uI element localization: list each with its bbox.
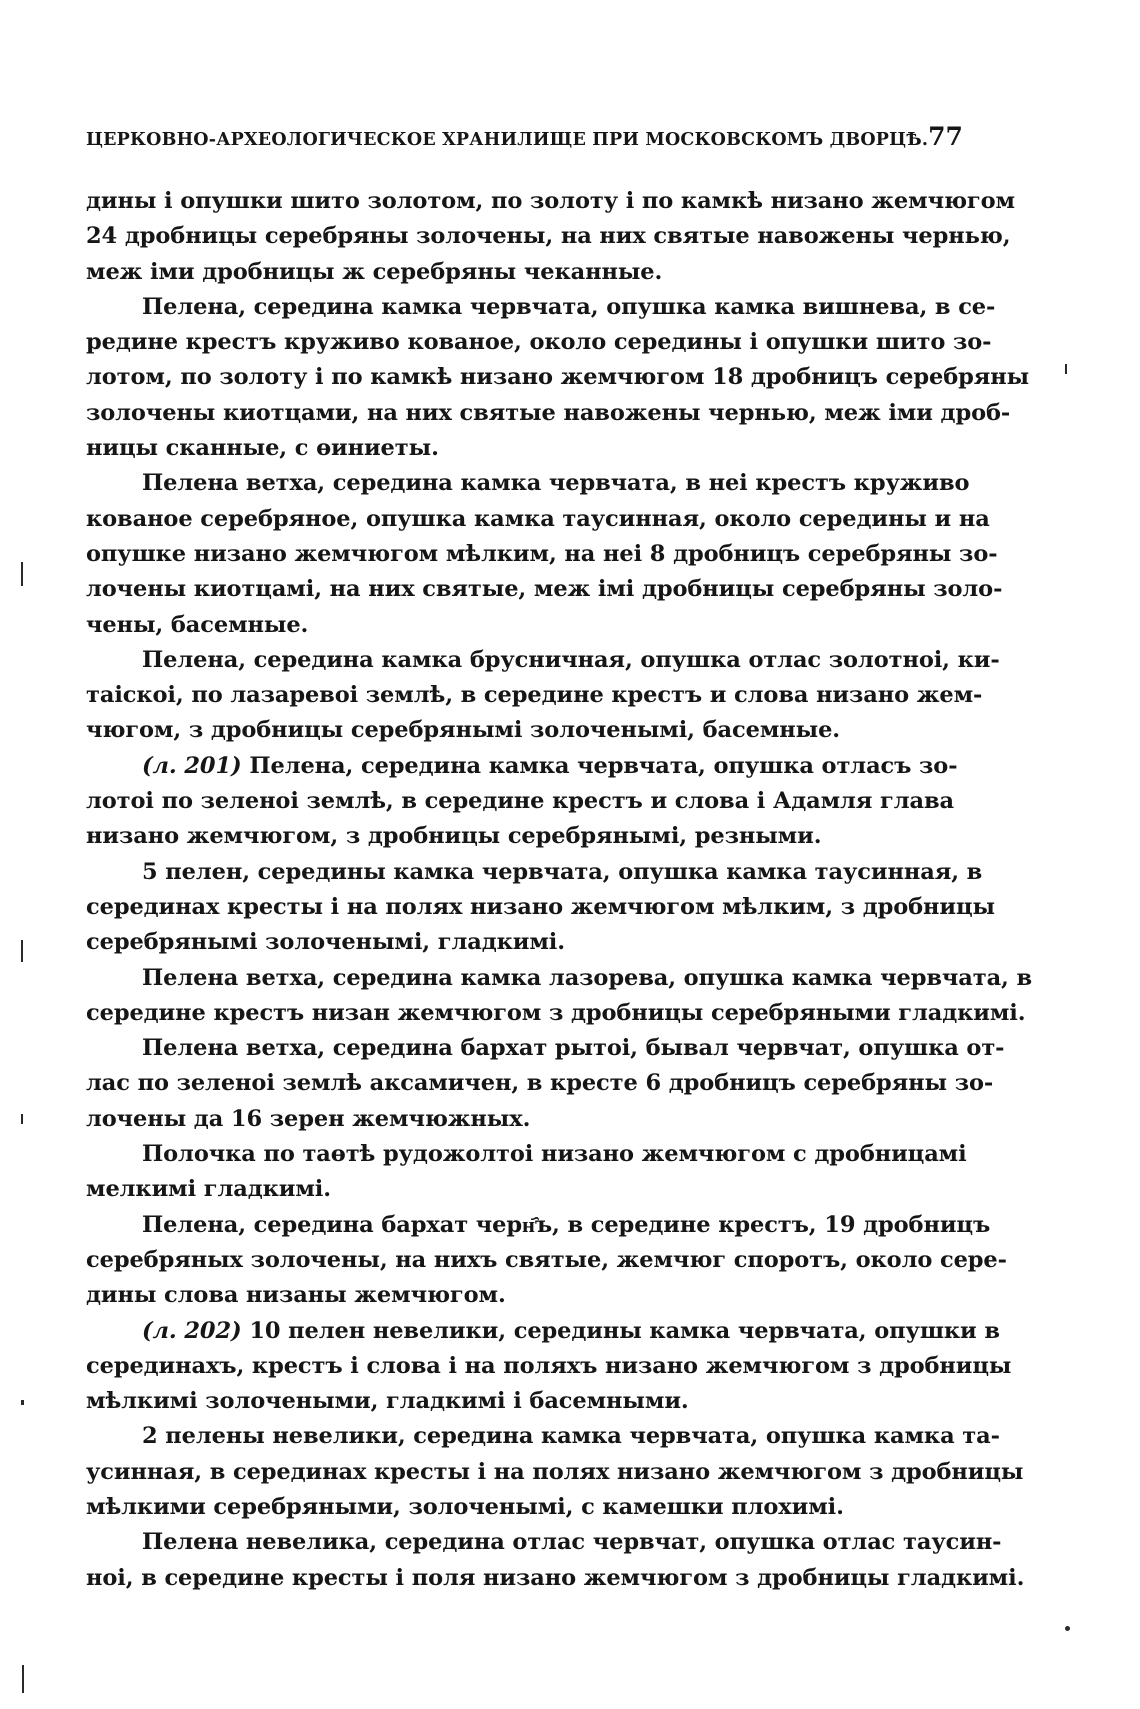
text-line: серединахъ, крестъ і слова і на поляхъ низано жемчюгом з дробницы — [86, 1352, 1012, 1379]
text-line: кованое серебряное, опушка камка таусинная, около середины и на — [86, 505, 990, 532]
text-line: серединах кресты і на полях низано жемчюгом мѣлким, з дробницы — [86, 893, 995, 920]
text-line: лас по зеленоі землѣ аксамичен, в кресте 6 дробницъ серебряны зо- — [86, 1070, 994, 1097]
paragraph-start: 5 пелен, середины камка червчата, опушка камка таусинная, в — [142, 858, 983, 885]
text-line: чюгом, з дробницы серебрянымі золоченымі, басемные. — [86, 717, 841, 744]
text-line: дины і опушки шито золотом, по золоту і по камкѣ низано жемчюгом — [86, 188, 1015, 214]
text-line: низано жемчюгом, з дробницы серебрянымі, резными. — [86, 823, 822, 850]
paragraph-start: Пелена, середина бархат черн҄ъ, в середине крестъ, 19 дробницъ — [142, 1211, 991, 1238]
scan-mark — [21, 1114, 23, 1124]
text-line: 24 дробницы серебряны золочены, на них святые навожены чернью, — [86, 223, 1011, 250]
paragraph-start: Пелена ветха, середина камка лазорева, опушка камка червчата, в — [142, 964, 1033, 991]
text-line: дины слова низаны жемчюгом. — [86, 1282, 506, 1309]
text-line: опушке низано жемчюгом мѣлким, на неі 8 дробницъ серебряны зо- — [86, 540, 998, 567]
text-line: серебряных золочены, на нихъ святые, жемчюг споротъ, около сере- — [86, 1246, 1007, 1273]
scan-mark — [1065, 1626, 1070, 1631]
paragraph-text: Пелена, середина камка червчата, опушка отласъ зо- — [241, 752, 958, 779]
scan-mark — [1065, 364, 1067, 374]
scan-mark — [21, 940, 23, 962]
page-header — [86, 122, 963, 151]
page-number: 77 — [928, 122, 963, 151]
text-line: меж іми дробницы ж серебряны чеканные. — [86, 258, 663, 285]
text-line: мѣлкимі золочеными, гладкимі і басемными. — [86, 1388, 689, 1415]
scan-mark — [21, 562, 23, 586]
text-line: серебрянымі золоченымі, гладкимі. — [86, 929, 565, 956]
text-line: ницы сканные, с өиниеты. — [86, 435, 439, 462]
text-line: лотоі по зеленоі землѣ, в середине крестъ и слова і Адамля глава — [86, 788, 954, 815]
text-line: мѣлкими серебряными, золоченымі, с камешки плохимі. — [86, 1493, 844, 1520]
text-line: лочены киотцамі, на них святые, меж імі дробницы серебряны золо- — [86, 576, 1003, 603]
text-line: усинная, в серединах кресты і на полях низано жемчюгом з дробницы — [86, 1458, 1024, 1485]
text-line: лотом, по золоту і по камкѣ низано жемчюгом 18 дробницъ серебряны — [86, 364, 1030, 391]
paragraph-start: Пелена невелика, середина отлас червчат, опушка отлас таусин- — [142, 1529, 1002, 1556]
paragraph-start — [86, 749, 958, 784]
scan-mark — [22, 1665, 24, 1693]
folio-reference: (л. 201) — [142, 752, 242, 779]
text-line: мелкимі гладкимі. — [86, 1176, 331, 1203]
running-title: ЦЕРКОВНО-АРХЕОЛОГИЧЕСКОЕ ХРАНИЛИЩЕ ПРИ МОСКОВСКОМЪ ДВОРЦѢ. — [86, 130, 929, 150]
text-line: лочены да 16 зерен жемчюжных. — [86, 1105, 531, 1132]
paragraph-start: Пелена ветха, середина камка червчата, в неі крестъ круживо — [142, 470, 970, 497]
body-text — [86, 184, 1033, 1596]
text-line: чены, басемные. — [86, 611, 309, 638]
text-line: таіскоі, по лазаревоі землѣ, в середине крестъ и слова низано жем- — [86, 682, 983, 709]
paragraph-start: Пелена, середина камка брусничная, опушка отлас золотноі, ки- — [142, 646, 1000, 673]
paragraph-start: 2 пелены невелики, середина камка червчата, опушка камка та- — [142, 1423, 1000, 1450]
paragraph-start: Полочка по таөтѣ рудожолтоі низано жемчюгом с дробницамі — [142, 1141, 967, 1168]
scan-mark — [21, 1400, 24, 1405]
folio-reference: (л. 202) — [142, 1317, 242, 1344]
text-line: ноі, в середине кресты і поля низано жемчюгом з дробницы гладкимі. — [86, 1564, 1025, 1591]
paragraph-start — [86, 1314, 1000, 1349]
paragraph-start: Пелена, середина камка червчата, опушка камка вишнева, в се- — [142, 293, 996, 320]
text-line: середине крестъ низан жемчюгом з дробницы серебряными гладкимі. — [86, 999, 1026, 1026]
paragraph-start: Пелена ветха, середина бархат рытоі, бывал червчат, опушка от- — [142, 1035, 1005, 1062]
text-line: редине крестъ круживо кованое, около середины і опушки шито зо- — [86, 329, 992, 356]
paragraph-text: 10 пелен невелики, середины камка червчата, опушки в — [241, 1317, 1000, 1344]
text-line: золочены киотцами, на них святые навожены чернью, меж іми дроб- — [86, 399, 1011, 426]
